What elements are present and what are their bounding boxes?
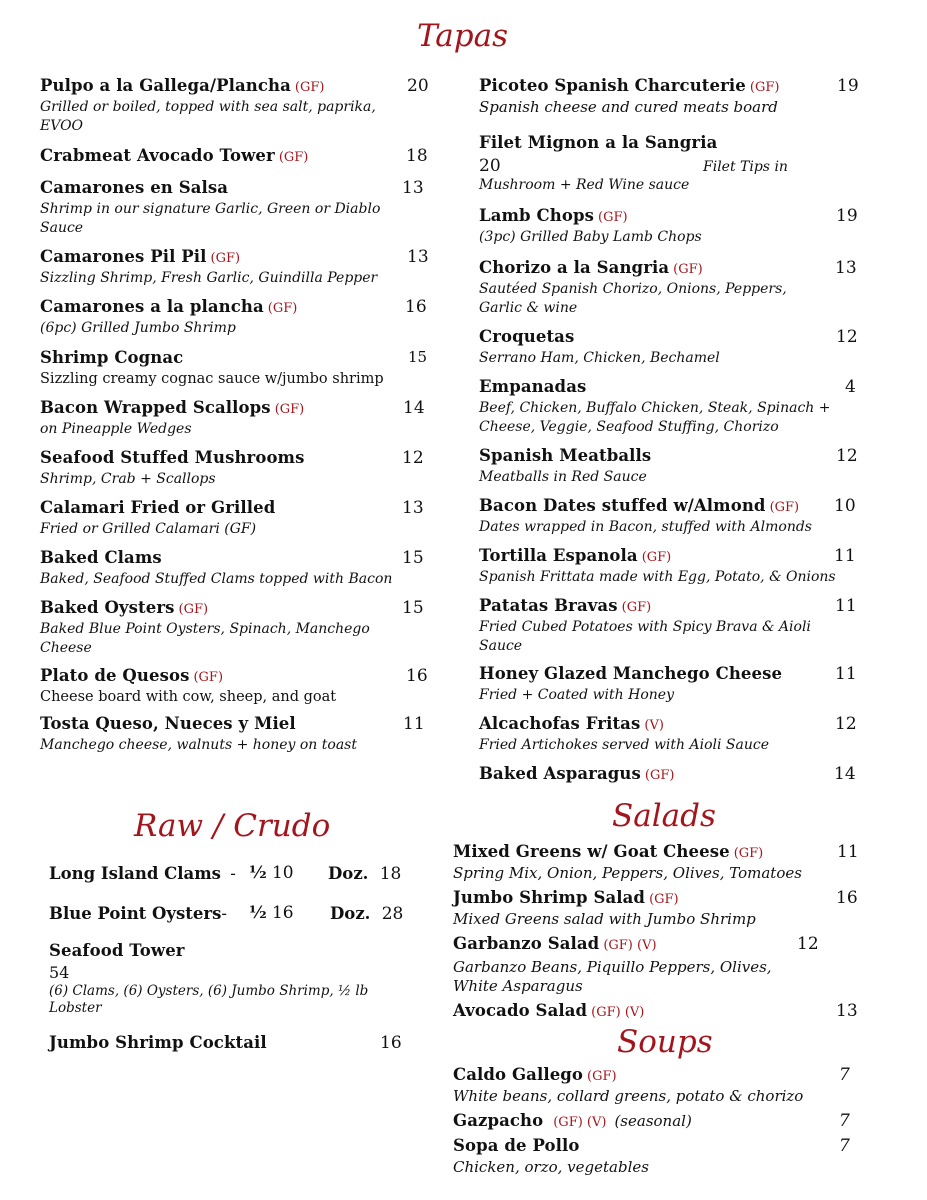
- item-price: 16: [406, 666, 428, 686]
- item-price: 15: [402, 598, 424, 618]
- item-price: 13: [402, 498, 424, 518]
- item-desc: Fried or Grilled Calamari (GF): [40, 521, 257, 537]
- raw-half-price: [249, 903, 294, 923]
- item-price: 20: [479, 156, 501, 176]
- item-name: Camarones Pil Pil: [40, 247, 207, 266]
- item-price: 15: [408, 348, 428, 366]
- doz-price: 28: [381, 904, 404, 924]
- menu-item: [40, 666, 430, 707]
- item-name: Jumbo Shrimp Salad: [453, 888, 646, 907]
- item-name: Croquetas: [479, 327, 575, 346]
- item-tag: (GF): [274, 402, 305, 417]
- item-tag: (GF): [267, 301, 298, 316]
- item-tag: (GF): [749, 80, 780, 95]
- item-name: Plato de Quesos: [40, 666, 190, 685]
- item-desc: Beef, Chicken, Buffalo Chicken, Steak, Spinach + Cheese, Veggie, Seafood Stuffing, Chorizo: [479, 400, 831, 435]
- menu-item: [479, 327, 869, 368]
- menu-item: [40, 76, 430, 136]
- menu-item: [479, 258, 869, 318]
- item-price: 18: [406, 146, 428, 166]
- raw-item: [49, 864, 236, 883]
- menu-item: [40, 178, 430, 238]
- menu-item: [479, 596, 869, 656]
- item-name: Bacon Dates stuffed w/Almond: [479, 496, 766, 515]
- item-tag: (GF): [598, 210, 628, 225]
- item-desc: (3pc) Grilled Baby Lamb Chops: [479, 229, 702, 245]
- item-tag: (GF): [278, 150, 309, 165]
- item-desc: Fried Artichokes served with Aioli Sauce: [479, 737, 770, 753]
- menu-item: [40, 297, 430, 338]
- item-tag: (GF): [178, 602, 209, 617]
- item-desc: Manchego cheese, walnuts + honey on toast: [40, 737, 357, 753]
- raw-doz-price: [330, 904, 403, 924]
- menu-item: [479, 546, 869, 587]
- menu-item: [40, 498, 430, 539]
- menu-item: [479, 714, 869, 755]
- raw-title: Raw / Crudo: [134, 808, 331, 844]
- half-price: 10: [271, 863, 294, 883]
- item-price: 16: [380, 1033, 402, 1053]
- item-name: Baked Oysters: [40, 598, 175, 617]
- item-desc: Sizzling Shrimp, Fresh Garlic, Guindilla Pepper: [40, 270, 378, 286]
- item-price: 7: [839, 1065, 850, 1085]
- item-price: 11: [403, 714, 425, 734]
- item-name: Tosta Queso, Nueces y Miel: [40, 714, 296, 733]
- item-name: Crabmeat Avocado Tower: [40, 146, 275, 165]
- half-symbol: ½: [249, 903, 267, 923]
- item-name: Patatas Bravas: [479, 596, 618, 615]
- item-desc: Filet Tips in: [703, 159, 788, 175]
- item-tag: (V): [644, 718, 664, 733]
- item-name: Honey Glazed Manchego Cheese: [479, 664, 783, 683]
- item-name: Avocado Salad: [453, 1001, 588, 1020]
- item-name: Garbanzo Salad: [453, 934, 600, 953]
- item-price: 7: [839, 1111, 850, 1131]
- item-price: 19: [836, 206, 858, 226]
- salad-item: [453, 1001, 873, 1023]
- item-desc: Spring Mix, Onion, Peppers, Olives, Tomatoes: [453, 864, 802, 882]
- item-name: Bacon Wrapped Scallops: [40, 398, 271, 417]
- item-price: 11: [835, 596, 857, 616]
- item-tag: (GF): [769, 500, 800, 515]
- item-desc: Baked, Seafood Stuffed Clams topped with Bacon: [40, 571, 393, 587]
- menu-item: [479, 496, 869, 537]
- menu-item: [40, 398, 430, 439]
- salads-title: Salads: [612, 798, 716, 834]
- shrimp-cocktail: [49, 1033, 409, 1055]
- item-desc: on Pineapple Wedges: [40, 421, 192, 437]
- item-price: 14: [834, 764, 856, 784]
- soups-title: Soups: [617, 1024, 713, 1060]
- item-name: Pulpo a la Gallega/Plancha: [40, 76, 291, 95]
- half-symbol: ½: [249, 863, 267, 883]
- item-name: Spanish Meatballs: [479, 446, 652, 465]
- item-tag: (GF): [210, 251, 241, 266]
- salad-item: [453, 842, 873, 883]
- item-price: 11: [835, 664, 857, 684]
- soup-item: [453, 1111, 873, 1133]
- menu-item: [40, 548, 430, 589]
- doz-price: 18: [379, 864, 402, 884]
- item-desc: Sautéed Spanish Chorizo, Onions, Peppers, Garlic & wine: [479, 281, 787, 316]
- item-tag: (GF): [641, 550, 672, 565]
- item-price: 12: [836, 327, 858, 347]
- item-price: 4: [845, 377, 856, 397]
- raw-item-sep: -: [230, 864, 236, 883]
- item-name: Caldo Gallego: [453, 1065, 584, 1084]
- menu-item: [40, 598, 430, 658]
- item-price: 16: [405, 297, 427, 317]
- item-desc: Meatballs in Red Sauce: [479, 469, 647, 485]
- item-price: 7: [839, 1136, 850, 1156]
- doz-label: Doz.: [328, 864, 369, 883]
- item-tag: (GF) (V): [591, 1005, 645, 1020]
- item-name: Mixed Greens w/ Goat Cheese: [453, 842, 730, 861]
- item-price: 14: [403, 398, 425, 418]
- item-name: Sopa de Pollo: [453, 1136, 580, 1155]
- item-name: Calamari Fried or Grilled: [40, 498, 276, 517]
- item-tag: (GF) (V): [603, 938, 657, 953]
- item-desc: Grilled or boiled, topped with sea salt, paprika, EVOO: [40, 99, 376, 134]
- item-name: Picoteo Spanish Charcuterie: [479, 76, 746, 95]
- item-desc: Garbanzo Beans, Piquillo Peppers, Olives, White Asparagus: [453, 958, 772, 995]
- item-tag: (GF): [733, 846, 764, 861]
- menu-item: [40, 714, 430, 755]
- item-name: Baked Clams: [40, 548, 162, 567]
- item-name: Jumbo Shrimp Cocktail: [49, 1033, 267, 1052]
- item-price: 16: [836, 888, 858, 908]
- raw-half-price: [249, 863, 294, 883]
- item-price: 20: [407, 76, 429, 96]
- item-price: 13: [835, 258, 857, 278]
- item-desc: Spanish Frittata made with Egg, Potato, & Onions: [479, 569, 836, 585]
- item-desc: (6) Clams, (6) Oysters, (6) Jumbo Shrimp, ½ lb Lobster: [49, 983, 369, 1016]
- item-extra: (seasonal): [614, 1112, 692, 1130]
- item-name: Baked Asparagus: [479, 764, 641, 783]
- item-name: Filet Mignon a la Sangria: [479, 133, 718, 152]
- item-price: 12: [797, 934, 819, 954]
- item-desc: Sizzling creamy cognac sauce w/jumbo shrimp: [40, 371, 384, 387]
- raw-item-name: Blue Point Oysters: [49, 904, 222, 923]
- item-name: Chorizo a la Sangria: [479, 258, 670, 277]
- soup-item: [453, 1065, 873, 1106]
- item-tag: (GF): [644, 768, 675, 783]
- item-price: 13: [402, 178, 424, 198]
- item-name: Seafood Tower: [49, 941, 185, 960]
- raw-item-name: Long Island Clams: [49, 864, 221, 883]
- menu-item: [40, 348, 430, 389]
- menu-item: [479, 76, 869, 117]
- item-desc: Baked Blue Point Oysters, Spinach, Manchego Cheese: [40, 621, 370, 656]
- item-desc: Fried + Coated with Honey: [479, 687, 674, 703]
- item-tag: (GF): [649, 892, 679, 907]
- item-name: Gazpacho: [453, 1111, 544, 1130]
- menu-item: [479, 377, 869, 437]
- menu-item: [479, 206, 869, 247]
- menu-item: [479, 133, 869, 195]
- item-desc: Serrano Ham, Chicken, Bechamel: [479, 350, 720, 366]
- item-price: 12: [836, 446, 858, 466]
- item-tag: (GF): [673, 262, 703, 277]
- item-name: Empanadas: [479, 377, 587, 396]
- item-desc-continued: Mushroom + Red Wine sauce: [479, 177, 690, 193]
- item-tag: (GF): [587, 1069, 617, 1084]
- item-name: Shrimp Cognac: [40, 348, 184, 367]
- item-desc: (6pc) Grilled Jumbo Shrimp: [40, 320, 236, 336]
- menu-item: [40, 247, 430, 288]
- item-price: 12: [835, 714, 857, 734]
- item-tag: (GF) (V): [553, 1115, 607, 1130]
- item-desc: Shrimp in our signature Garlic, Green or Diablo Sauce: [40, 201, 381, 236]
- item-tag: (GF): [621, 600, 652, 615]
- item-desc: Chicken, orzo, vegetables: [453, 1158, 649, 1176]
- item-desc: Spanish cheese and cured meats board: [479, 98, 778, 116]
- item-price: 19: [837, 76, 859, 96]
- item-price: 12: [402, 448, 424, 468]
- seafood-tower: [49, 941, 399, 1017]
- menu-item: [479, 764, 869, 786]
- item-desc: Dates wrapped in Bacon, stuffed with Almonds: [479, 519, 812, 535]
- raw-doz-price: [328, 864, 401, 884]
- item-name: Lamb Chops: [479, 206, 594, 225]
- item-price: 15: [402, 548, 424, 568]
- menu-item: [40, 146, 430, 168]
- item-name: Alcachofas Fritas: [479, 714, 641, 733]
- item-desc: Shrimp, Crab + Scallops: [40, 471, 216, 487]
- item-price: 13: [836, 1001, 858, 1021]
- item-price: 13: [407, 247, 429, 267]
- item-desc: Fried Cubed Potatoes with Spicy Brava & Aioli Sauce: [479, 619, 811, 654]
- half-price: 16: [271, 903, 294, 923]
- item-name: Tortilla Espanola: [479, 546, 638, 565]
- item-tag: (GF): [294, 80, 325, 95]
- item-name: Camarones en Salsa: [40, 178, 229, 197]
- soup-item: [453, 1136, 873, 1177]
- menu-item: [479, 664, 869, 705]
- raw-item-sep: -: [221, 904, 227, 923]
- doz-label: Doz.: [330, 904, 371, 923]
- item-desc: White beans, collard greens, potato & chorizo: [453, 1087, 804, 1105]
- item-name: Camarones a la plancha: [40, 297, 264, 316]
- menu-item: [40, 448, 430, 489]
- salad-item: [453, 888, 873, 929]
- item-tag: (GF): [193, 670, 224, 685]
- item-price: 54: [49, 963, 70, 982]
- item-desc: Mixed Greens salad with Jumbo Shrimp: [453, 910, 756, 928]
- tapas-title: Tapas: [417, 18, 508, 54]
- item-name: Seafood Stuffed Mushrooms: [40, 448, 305, 467]
- item-price: 11: [837, 842, 859, 862]
- raw-item: [49, 904, 227, 923]
- salad-item: [453, 934, 873, 996]
- menu-item: [479, 446, 869, 487]
- item-price: 10: [834, 496, 856, 516]
- item-desc: Cheese board with cow, sheep, and goat: [40, 689, 337, 705]
- item-price: 11: [834, 546, 856, 566]
